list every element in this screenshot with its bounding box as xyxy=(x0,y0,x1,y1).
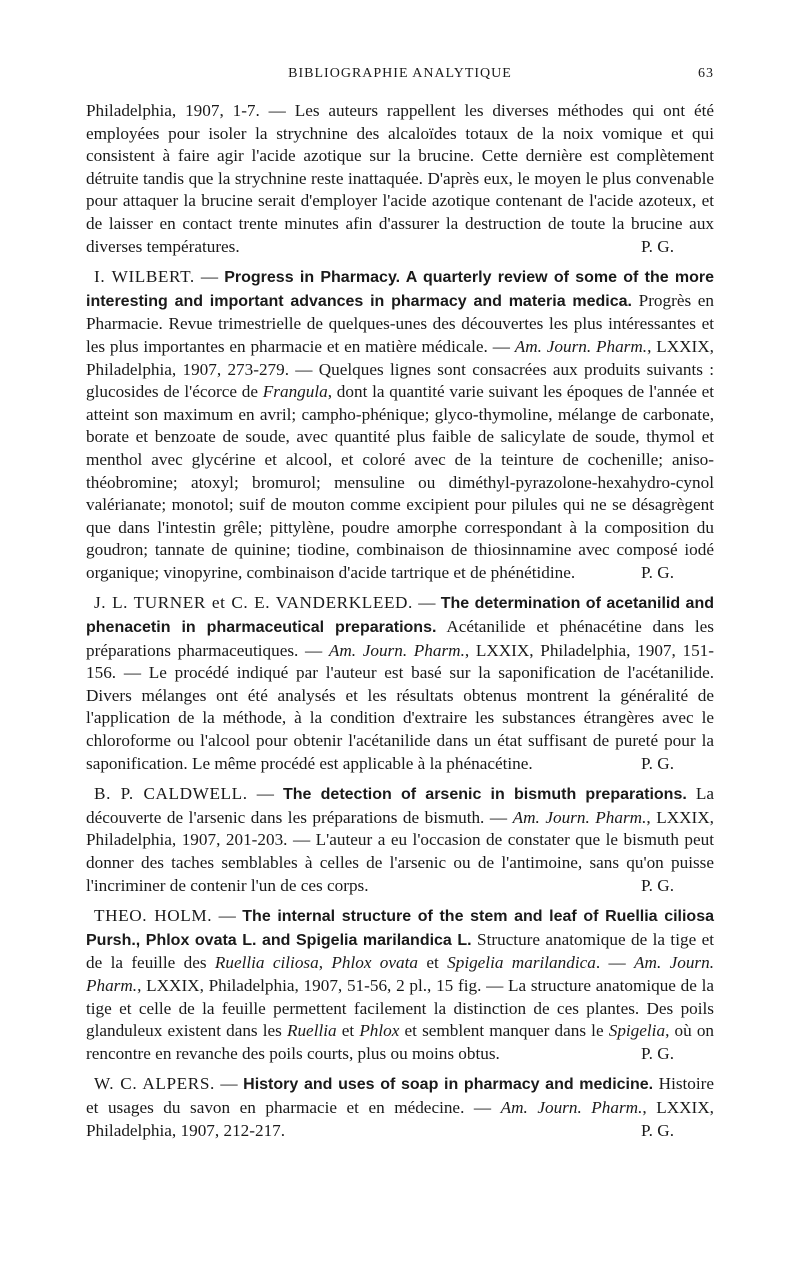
entry-text: et xyxy=(418,953,448,973)
taxon-name: Ruellia xyxy=(286,1021,337,1041)
entry-text: , LXXIX, Philadelphia, 1907, 201-203. — L'auteur a eu l'occasion de constater que le bismuth peut donner des taches semblables à celles de l'arsenic ou de l'antimoine, sans qu'on puisse l'incriminer de contenir l'un de ces corps. xyxy=(86,807,714,895)
signature: P. G. xyxy=(641,236,674,256)
entry-author: J. L. TURNER et C. E. VANDERKLEED. xyxy=(94,593,413,613)
entry-author: W. C. ALPERS. xyxy=(94,1074,215,1094)
entry-wilbert xyxy=(86,266,714,584)
entry-text: La découverte de l'arsenic dans les préparations de bismuth. — xyxy=(86,784,714,827)
journal-name: Am. Journ. Pharm. xyxy=(86,953,715,995)
separator: — xyxy=(247,784,283,804)
entry-text: , où on rencontre en revanche des poils courts, plus ou moins obtus. xyxy=(86,1021,715,1063)
entry-author: B. P. CALDWELL. xyxy=(94,784,248,804)
separator: — xyxy=(212,906,243,926)
entry-title: Progress in Pharmacy. A quarterly review of some of the more interesting and important advances in pharmacy and materia medica. xyxy=(86,269,715,310)
entry-text: , xyxy=(318,953,332,973)
entry-author: THEO. HOLM. xyxy=(94,906,213,926)
entry-text: . — xyxy=(595,953,635,973)
separator: — xyxy=(412,593,441,613)
entry-title: History and uses of soap in pharmacy and medicine. xyxy=(243,1076,654,1094)
signature: P. G. xyxy=(641,753,674,773)
entry-text: , dont la quantité varie suivant les époques de l'année et atteint son maximum en avril; campho-phénique; glyco-thymoline, mélange de carbonate, borate et benzoate de soude, avec quantité plus faible de salicylate de soude, thymol et menthol avec glycérine et alcool, et coloré avec de la teinture de cochenille; aniso-théobromine; atoxyl; bromurol; mensuline ou diméthyl-pyrazolone-hexahydro-cynol valérianate; monotol; suif de mouton comme excipient pour pilules qui ne se désagrègent que dans l'intestin grêle; pittylène, poudre amorphe correspondant à la composition du goudron; tannate de quinine; tiodine, combinaison de thiosinnamine avec composé iodé organique; vinopyrine, combinaison d'acide tartrique et de phénétidine. xyxy=(86,382,714,582)
entry-author: I. WILBERT. xyxy=(94,267,195,287)
entry-alpers xyxy=(86,1073,714,1142)
running-header xyxy=(86,66,714,88)
journal-name: Am. Journ. Pharm. xyxy=(512,807,647,827)
entry-text: et xyxy=(336,1021,360,1041)
entry-text: , LXXIX, Philadelphia, 1907, 51-56, 2 pl., 15 fig. — La structure anatomique de la tige et celle de la feuille permettent facilement la distinction de ces plantes. Des poils glanduleux existent dans les xyxy=(86,975,714,1041)
entry-turner xyxy=(86,592,714,775)
entry-title: The determination of acetanilid and phenacetin in pharmaceutical preparations. xyxy=(86,595,714,637)
entry-text: , LXXIX, Philadelphia, 1907, 212-217. xyxy=(86,1097,714,1140)
separator: — xyxy=(194,267,225,287)
journal-name: Am. Journ. Pharm. xyxy=(328,640,465,660)
bibliography-body xyxy=(86,100,714,1150)
entry-text: Acétanilide et phénacétine dans les préparations pharmaceutiques. — xyxy=(86,617,714,660)
entry-title: The detection of arsenic in bismuth preparations. xyxy=(282,786,687,804)
entry-text: , LXXIX, Philadelphia, 1907, 151-156. — Le procédé indiqué par l'auteur est basé sur la saponification de l'acétanilide. Divers mélanges ont été analysés et les résultats obtenus montrent la généralité de l'application de la méthode, à la condition d'extraire les substances étrangères avec le chloroforme ou l'alcool pour obtenir l'acétanilide dans un état suffisant de pureté pour la saponification. Le même procédé est applicable à la phénacétine. xyxy=(86,640,714,773)
signature: P. G. xyxy=(641,1043,674,1063)
entry-text: Philadelphia, 1907, 1-7. — Les auteurs rappellent les diverses méthodes qui ont été employées pour isoler la strychnine des alcaloïdes totaux de la noix vomique et qui consistent à faire agir l'acide azotique sur la brucine. Cette dernière est complètement détruite tandis que la strychnine reste inattaquée. D'après eux, le moyen le plus convenable pour attaquer la brucine serait d'employer l'acide azotique contenant de l'acide azoteux, et de laisser en contact trente minutes afin d'assurer la destruction de toute la brucine aux diverses températures. xyxy=(86,101,714,256)
entry-continuation xyxy=(86,100,714,258)
taxon-name: Spigelia marilandica xyxy=(447,953,596,973)
entry-text: et semblent manquer dans le xyxy=(399,1021,609,1041)
entry-text: Structure anatomique de la tige et de la feuille des xyxy=(86,929,714,973)
signature: P. G. xyxy=(641,562,674,582)
separator: — xyxy=(214,1074,244,1094)
entry-text: , LXXIX, Philadelphia, 1907, 273-279. — Quelques lignes sont consacrées aux produits suivants : glucosides de l'écorce de xyxy=(86,336,714,402)
journal-name: Am. Journ. Pharm. xyxy=(514,336,648,356)
signature: P. G. xyxy=(641,1120,674,1140)
page-number: 63 xyxy=(698,66,714,81)
taxon-name: Phlox xyxy=(359,1021,400,1041)
entry-title: The internal structure of the stem and leaf of Ruellia ciliosa Pursh., Phlox ovata L. and Spigelia marilandica L. xyxy=(86,908,715,949)
journal-name: Am. Journ. Pharm. xyxy=(500,1097,643,1117)
signature: P. G. xyxy=(641,875,674,895)
running-title: BIBLIOGRAPHIE ANALYTIQUE xyxy=(288,66,512,81)
entry-text: Histoire et usages du savon en pharmacie et en médecine. — xyxy=(86,1074,715,1117)
entry-text: Progrès en Pharmacie. Revue trimestrielle de quelques-unes des découvertes les plus intéressantes et les plus importantes en pharmacie et en matière médicale. — xyxy=(86,290,715,356)
taxon-name: Spigelia xyxy=(608,1021,666,1041)
entry-caldwell xyxy=(86,783,714,897)
taxon-name: Phlox ovata xyxy=(331,953,418,973)
taxon-name: Frangula xyxy=(262,382,328,402)
taxon-name: Ruellia ciliosa xyxy=(214,953,319,973)
entry-holm xyxy=(86,905,714,1065)
